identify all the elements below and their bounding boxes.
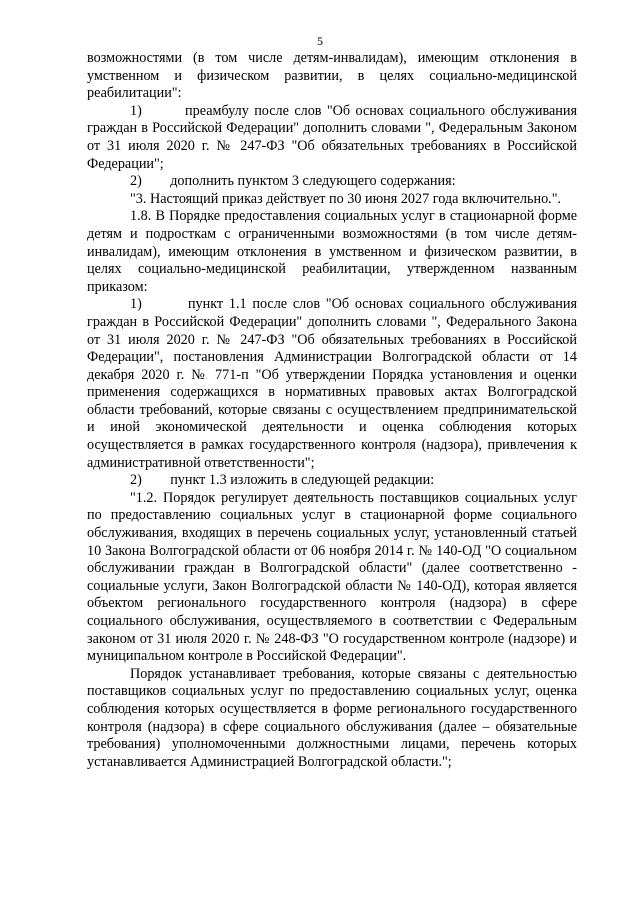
- paragraph: возможностями (в том числе детям-инвалидам), имеющим отклонения в умственном и физическом развитии, в целях социально-медицинской реабилитации":: [87, 50, 577, 102]
- page-number: 5: [317, 34, 323, 48]
- document-body: [87, 50, 577, 771]
- paragraph: 1) преамбулу после слов "Об основах социального обслуживания граждан в Российской Федерации" дополнить словами ", Федеральным Законом от 31 июля 2020 г. № 247-ФЗ "Об обязательных требованиях в Российской Федерации";: [87, 102, 577, 172]
- paragraph: "3. Настоящий приказ действует по 30 июня 2027 года включительно.".: [130, 190, 562, 207]
- paragraph: 1.8. В Порядке предоставления социальных услуг в стационарной форме детям и подросткам с ограниченными возможностями (в том числе детям-инвалидам), имеющим отклонения в умственном и физическом развитии, в целях социально-медицинской реабилитации, утвержденном названным приказом:: [87, 208, 577, 295]
- paragraph: "1.2. Порядок регулирует деятельность поставщиков социальных услуг по предоставлению социальных услуг в стационарной форме социального обслуживания, входящих в перечень социальных услуг, установленный статьей 10 Закона Волгоградской области от 06 ноября 2014 г. № 140-ОД "О социальном обслуживании граждан в Волгоградской области" (далее соответственно - социальные услуги, Закон Волгоградской области № 140-ОД), которая является объектом регионального государственного контроля (надзора) в сфере социального обслуживания, осуществляемого в соответствии с Федеральным законом от 31 июля 2020 г. № 248-ФЗ "О государственном контроле (надзоре) и муниципальном контроле в Российской Федерации".: [87, 489, 577, 665]
- paragraph: Порядок устанавливает требования, которые связаны с деятельностью поставщиков социальных услуг по предоставлению социальных услуг, оценка соблюдения которых осуществляется в форме регионального государственного контроля (надзора) в сфере социального обслуживания (далее – обязательные требования) уполномоченными должностными лицами, перечень которых устанавливается Администрацией Волгоградской области.";: [87, 665, 577, 770]
- paragraph: 1) пункт 1.1 после слов "Об основах социального обслуживания граждан в Российской Федерации" дополнить словами ", Федерального Закона от 31 июля 2020 г. № 247-ФЗ "Об обязательных требованиях в Российской Федерации", постановления Администрации Волгоградской области от 14 декабря 2020 г. № 771-п "Об утверждении Порядка установления и оценки применения содержащихся в нормативных правовых актах Волгоградской области требований, которые связаны с осуществлением предпринимательской и иной экономической деятельности и оценка соблюдения которых осуществляется в рамках государственного контроля (надзора), привлечения к административной ответственности";: [87, 296, 577, 471]
- paragraph: 2) дополнить пунктом 3 следующего содержания:: [130, 173, 456, 190]
- paragraph: 2) пункт 1.3 изложить в следующей редакции:: [130, 472, 435, 489]
